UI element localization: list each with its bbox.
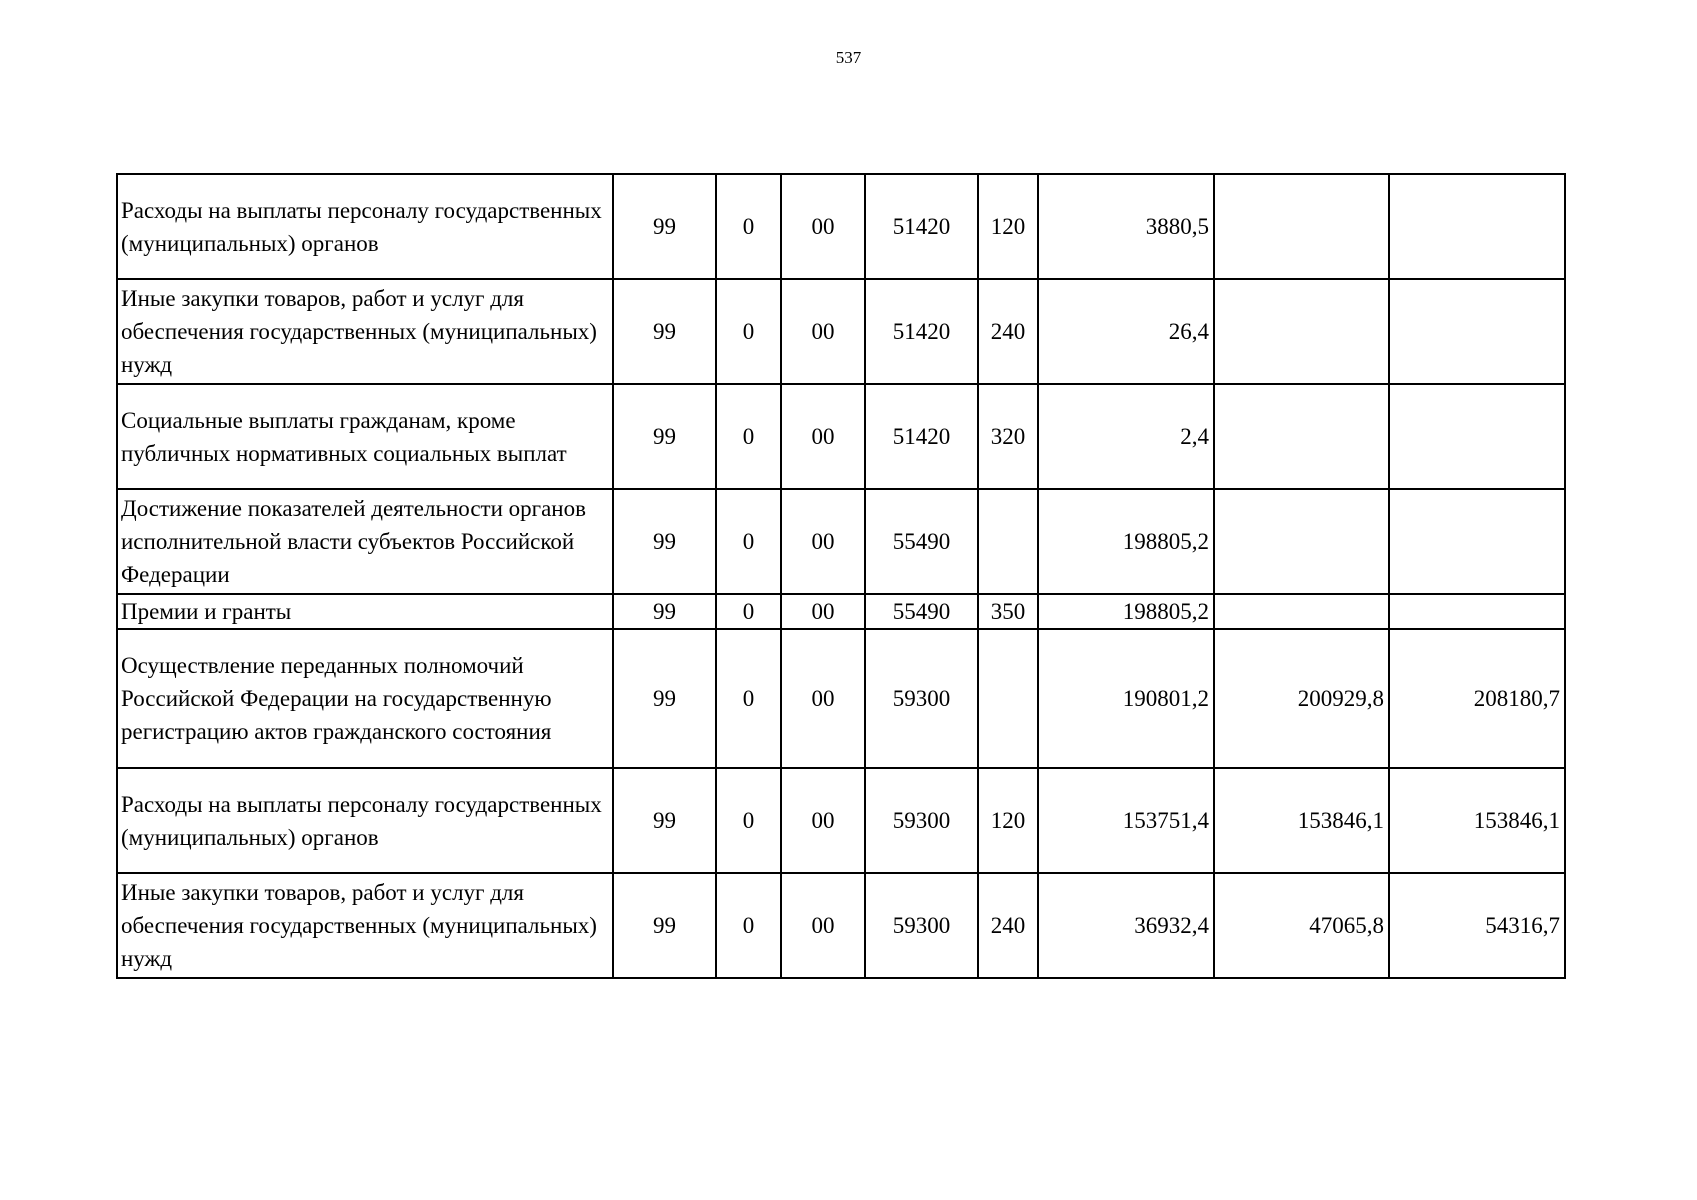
code-direction: 51420	[865, 174, 978, 279]
code-ministry: 99	[613, 384, 716, 489]
amount-year-2: 200929,8	[1214, 629, 1389, 768]
row-description: Социальные выплаты гражданам, кроме публичных нормативных социальных выплат	[117, 384, 613, 489]
code-direction: 51420	[865, 279, 978, 384]
table-row	[117, 629, 1565, 768]
code-subprogram: 00	[781, 489, 865, 594]
code-direction: 55490	[865, 489, 978, 594]
amount-year-2	[1214, 384, 1389, 489]
amount-year-1: 198805,2	[1038, 594, 1214, 629]
amount-year-3: 153846,1	[1389, 768, 1565, 873]
amount-year-3	[1389, 594, 1565, 629]
amount-year-1: 2,4	[1038, 384, 1214, 489]
code-ministry: 99	[613, 489, 716, 594]
code-subprogram: 00	[781, 174, 865, 279]
amount-year-2	[1214, 279, 1389, 384]
code-subprogram: 00	[781, 768, 865, 873]
code-expense-type	[978, 489, 1038, 594]
code-expense-type: 120	[978, 174, 1038, 279]
amount-year-2	[1214, 174, 1389, 279]
code-expense-type: 240	[978, 873, 1038, 978]
amount-year-2	[1214, 489, 1389, 594]
row-description: Осуществление переданных полномочий Российской Федерации на государственную регистрацию актов гражданского состояния	[117, 629, 613, 768]
code-direction: 59300	[865, 873, 978, 978]
amount-year-2: 47065,8	[1214, 873, 1389, 978]
code-subprogram: 00	[781, 279, 865, 384]
page-number: 537	[835, 48, 862, 67]
amount-year-3	[1389, 489, 1565, 594]
code-ministry: 99	[613, 594, 716, 629]
code-program: 0	[716, 768, 781, 873]
code-direction: 55490	[865, 594, 978, 629]
code-expense-type: 240	[978, 279, 1038, 384]
code-program: 0	[716, 174, 781, 279]
amount-year-1: 198805,2	[1038, 489, 1214, 594]
code-ministry: 99	[613, 768, 716, 873]
amount-year-3: 208180,7	[1389, 629, 1565, 768]
code-ministry: 99	[613, 629, 716, 768]
row-description: Достижение показателей деятельности органов исполнительной власти субъектов Российской Федерации	[117, 489, 613, 594]
table-row	[117, 174, 1565, 279]
budget-table	[116, 173, 1566, 979]
code-subprogram: 00	[781, 384, 865, 489]
table-row	[117, 873, 1565, 978]
code-direction: 59300	[865, 629, 978, 768]
row-description: Иные закупки товаров, работ и услуг для обеспечения государственных (муниципальных) нужд	[117, 279, 613, 384]
amount-year-1: 3880,5	[1038, 174, 1214, 279]
code-program: 0	[716, 384, 781, 489]
code-expense-type: 320	[978, 384, 1038, 489]
row-description: Иные закупки товаров, работ и услуг для обеспечения государственных (муниципальных) нужд	[117, 873, 613, 978]
code-program: 0	[716, 279, 781, 384]
code-ministry: 99	[613, 174, 716, 279]
table-row	[117, 279, 1565, 384]
code-direction: 51420	[865, 384, 978, 489]
code-subprogram: 00	[781, 629, 865, 768]
amount-year-1: 36932,4	[1038, 873, 1214, 978]
code-subprogram: 00	[781, 873, 865, 978]
amount-year-1: 190801,2	[1038, 629, 1214, 768]
amount-year-2: 153846,1	[1214, 768, 1389, 873]
amount-year-3: 54316,7	[1389, 873, 1565, 978]
code-subprogram: 00	[781, 594, 865, 629]
code-direction: 59300	[865, 768, 978, 873]
code-program: 0	[716, 873, 781, 978]
table-row	[117, 594, 1565, 629]
row-description: Премии и гранты	[117, 594, 613, 629]
row-description: Расходы на выплаты персоналу государственных (муниципальных) органов	[117, 768, 613, 873]
amount-year-3	[1389, 384, 1565, 489]
table-row	[117, 384, 1565, 489]
amount-year-1: 26,4	[1038, 279, 1214, 384]
table-row	[117, 489, 1565, 594]
code-ministry: 99	[613, 279, 716, 384]
code-ministry: 99	[613, 873, 716, 978]
row-description: Расходы на выплаты персоналу государственных (муниципальных) органов	[117, 174, 613, 279]
code-program: 0	[716, 629, 781, 768]
amount-year-3	[1389, 279, 1565, 384]
table-row	[117, 768, 1565, 873]
code-expense-type: 120	[978, 768, 1038, 873]
code-expense-type	[978, 629, 1038, 768]
code-program: 0	[716, 489, 781, 594]
amount-year-1: 153751,4	[1038, 768, 1214, 873]
code-expense-type: 350	[978, 594, 1038, 629]
code-program: 0	[716, 594, 781, 629]
amount-year-2	[1214, 594, 1389, 629]
amount-year-3	[1389, 174, 1565, 279]
